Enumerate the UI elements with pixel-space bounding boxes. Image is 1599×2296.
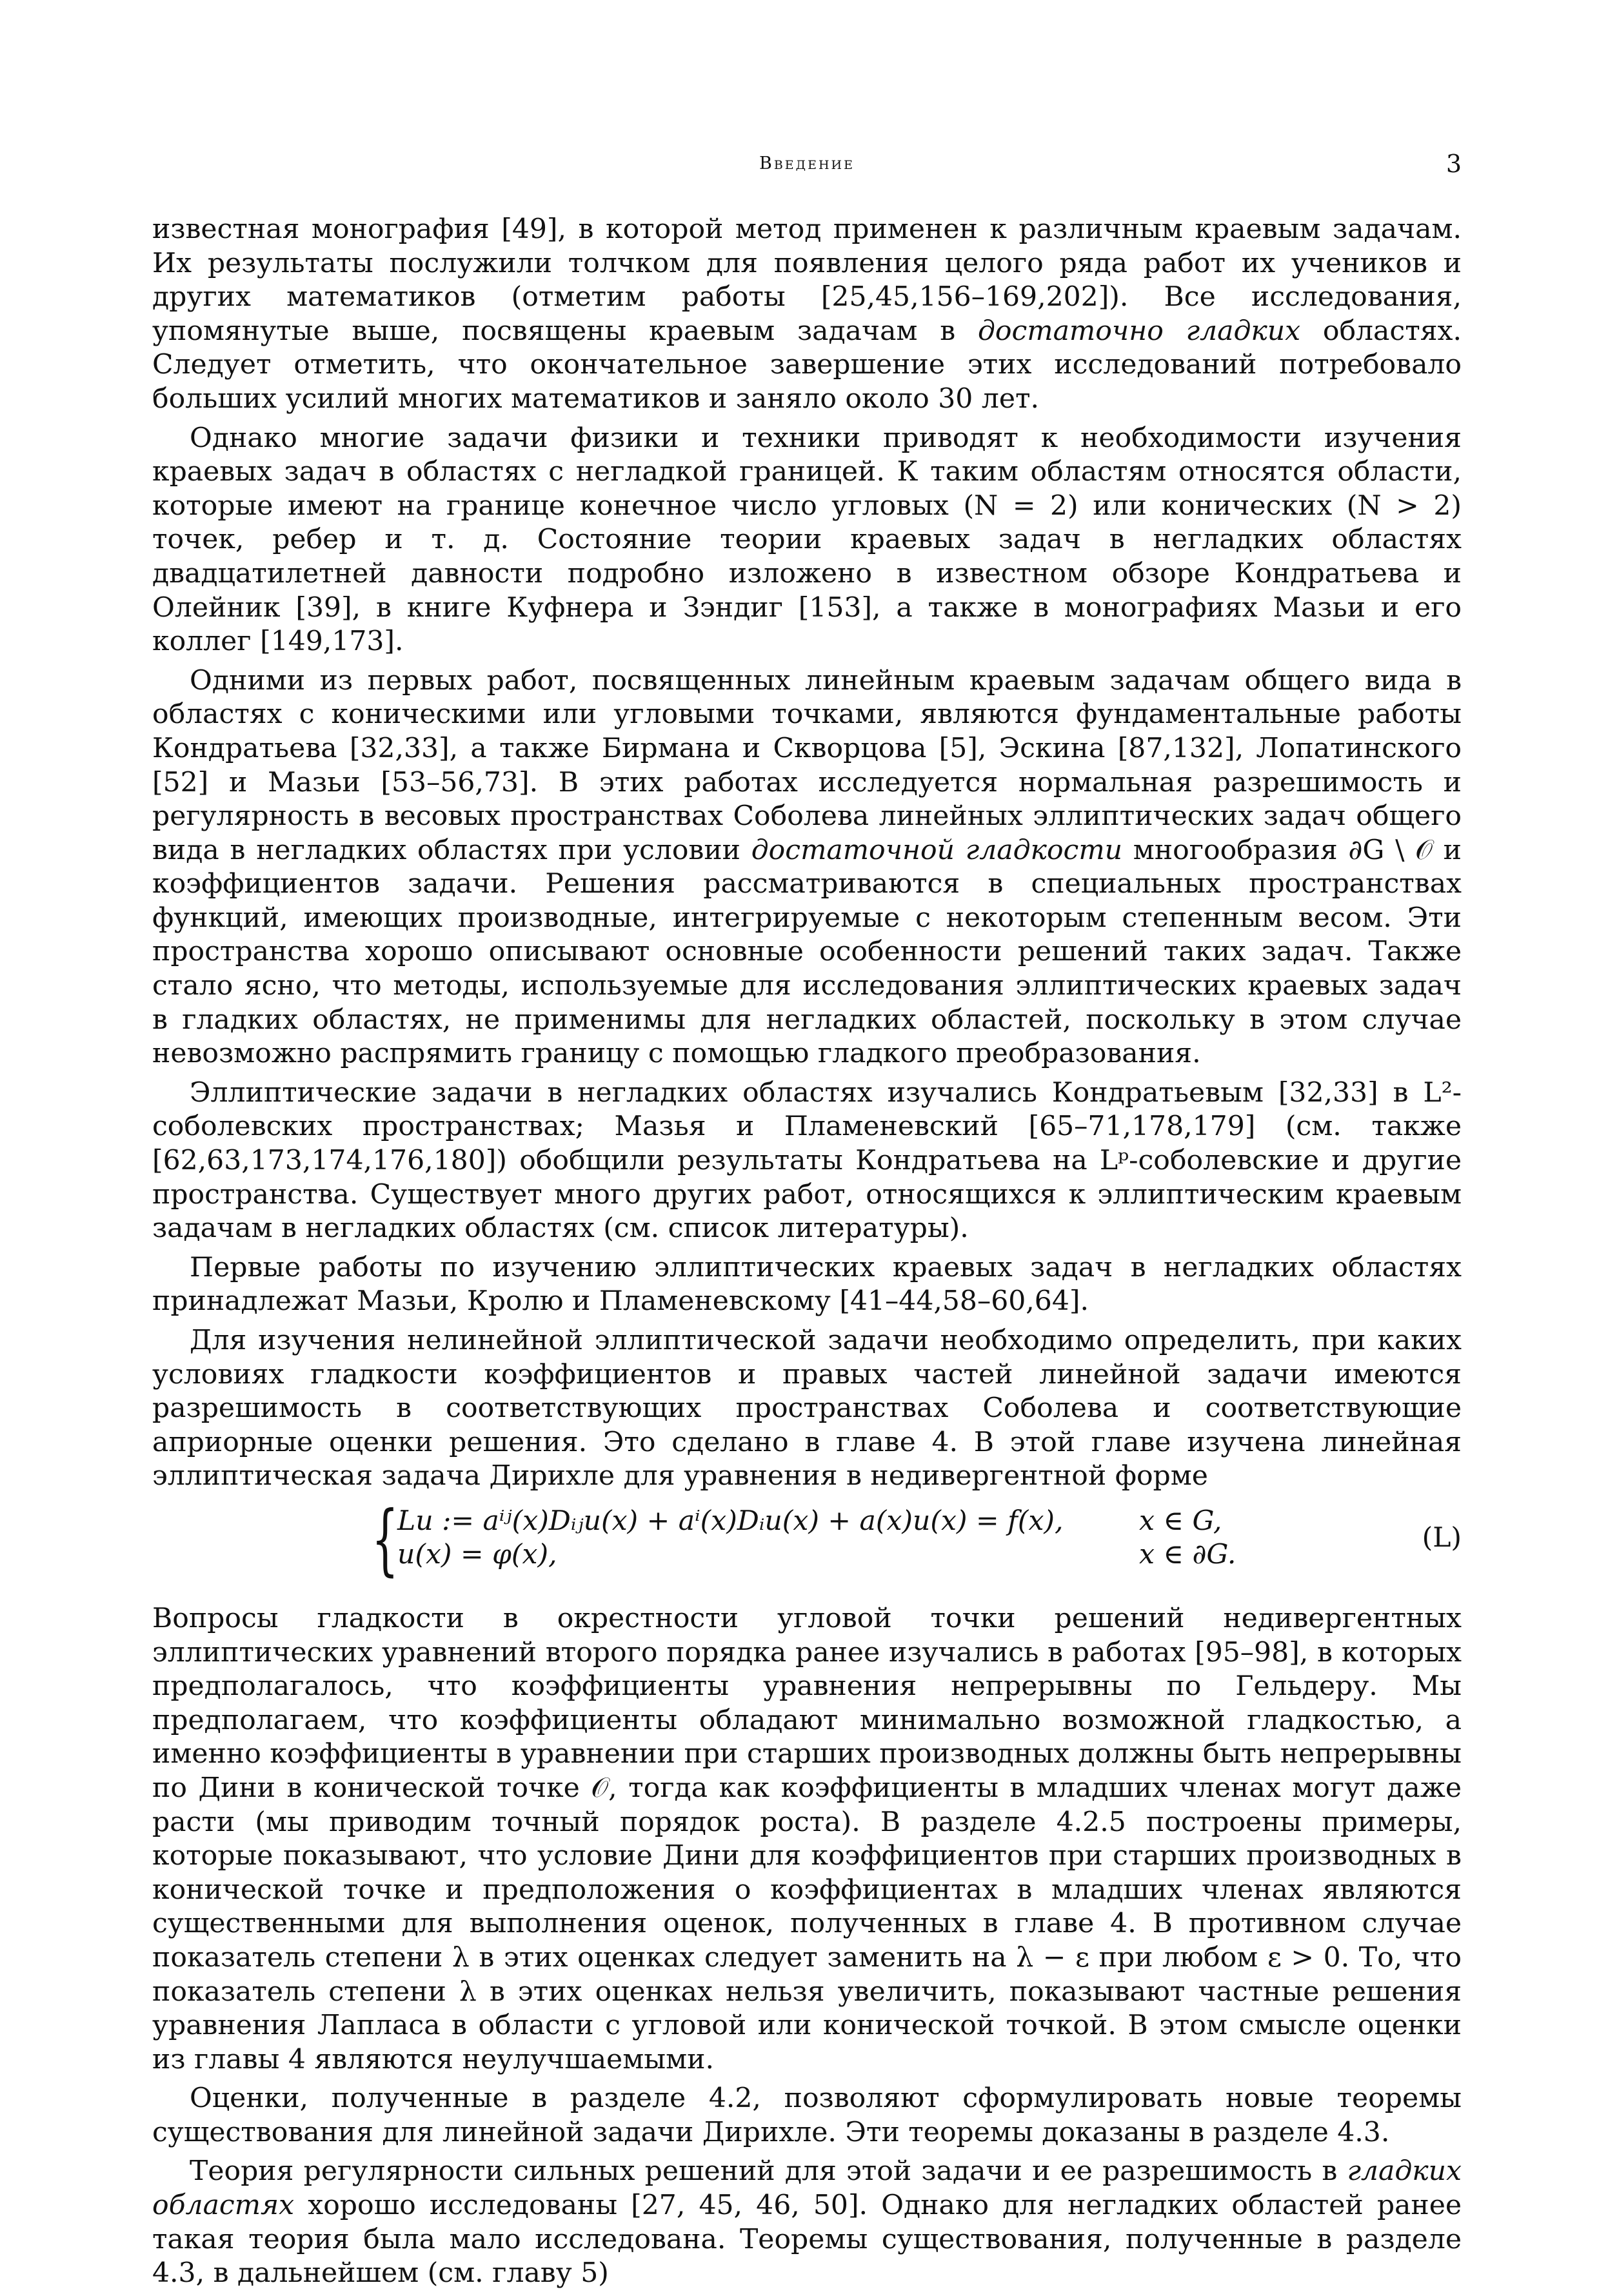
running-title: Введение xyxy=(759,153,855,173)
equation-L xyxy=(152,1494,1462,1596)
equation-tag: (L) xyxy=(1422,1521,1462,1554)
paragraph-1 xyxy=(152,213,1462,417)
paragraph-3 xyxy=(152,664,1462,1071)
paragraph-1-text: известная монография [49], в которой метод применен к различным краевым задачам. Их результаты послужили толчком для появления целого ряда работ их учеников и других математиков (отметим работы [25,45,156–169,202]). Все исследования, упомянутые выше, посвящены краевым задачам в xyxy=(152,213,1462,347)
paragraph-1-emphasis: достаточно гладких xyxy=(977,315,1301,347)
paragraph-9-emphasis: гладких областях xyxy=(152,2155,1462,2222)
equation-condition-1: x ∈ G, xyxy=(1139,1505,1222,1537)
paragraph-1-end: областях. Следует отметить, что окончательное завершение этих исследований потребовало больших усилий многих математиков и заняло около 30 лет. xyxy=(152,315,1462,415)
body-text xyxy=(152,213,1462,2296)
page-header xyxy=(152,150,1462,182)
paragraph-9 xyxy=(152,2155,1462,2290)
paragraph-2: Однако многие задачи физики и техники приводят к необходимости изучения краевых задач в областях с негладкой границей. К таким областям относятся области, которые имеют на границе конечное число угловых (N = 2) или конических (N > 2) точек, ребер и т. д. Состояние теории краевых задач в негладких областях двадцатилетней давности подробно изложено в известном обзоре Кондратьева и Олейник [39], в книге Куфнера и Зэндиг [153], а также в монографиях Мазьи и его коллег [149,173]. xyxy=(152,422,1462,658)
paragraph-6: Для изучения нелинейной эллиптической задачи необходимо определить, при каких условиях гладкости коэффициентов и правых частей линейной задачи имеются разрешимость в соответствующих пространствах Соболева и соответствующие априорные оценки решения. Это сделано в главе 4. В этой главе изучена линейная эллиптическая задача Дирихле для уравнения в недивергентной форме xyxy=(152,1325,1462,1492)
paragraph-9-text: Теория регулярности сильных решений для этой задачи и ее разрешимость в xyxy=(190,2155,1347,2188)
paragraph-3-end: многообразия ∂G \ 𝒪 и коэффициентов задачи. Решения рассматриваются в специальных пространствах функций, имеющих производные, интегрируемые с некоторым степенным весом. Эти пространства хорошо описывают основные особенности решений таких задач. Также стало ясно, что методы, используемые для исследования эллиптических краевых задач в гладких областях, не применимы для негладких областей, поскольку в этом случае невозможно распрямить границу с помощью гладкого преобразования. xyxy=(152,834,1462,1070)
paragraph-7: Вопросы гладкости в окрестности угловой точки решений недивергентных эллиптических уравнений второго порядка ранее изучались в работах [95–98], в которых предполагалось, что коэффициенты уравнения непрерывны по Гельдеру. Мы предполагаем, что коэффициенты обладают минимально возможной гладкостью, а именно коэффициенты в уравнении при старших производных должны быть непрерывны по Дини в конической точке 𝒪, тогда как коэффициенты в младших членах могут даже расти (мы приводим точный порядок роста). В разделе 4.2.5 построены примеры, которые показывают, что условие Дини для коэффициентов при старших производных в конической точке и предположения о коэффициентах в младших членах являются существенными для выполнения оценок, полученных в главе 4. В противном случае показатель степени λ в этих оценках следует заменить на λ − ε при любом ε > 0. То, что показатель степени λ в этих оценках нельзя увеличить, показывают частные решения уравнения Лапласа в области с угловой или конической точкой. В этом смысле оценки из главы 4 являются неулучшаемыми. xyxy=(152,1602,1462,2075)
paragraph-8: Оценки, полученные в разделе 4.2, позволяют сформулировать новые теоремы существования для линейной задачи Дирихле. Эти теоремы доказаны в разделе 4.3. xyxy=(152,2083,1462,2148)
equation-brace: { xyxy=(372,1494,399,1585)
paragraph-3-emphasis: достаточной гладкости xyxy=(751,834,1123,866)
equation-condition-2: x ∈ ∂G. xyxy=(1139,1538,1236,1570)
paragraph-3-text: Одними из первых работ, посвященных линейным краевым задачам общего вида в областях с коническими или угловыми точками, являются фундаментальные работы Кондратьева [32,33], а также Бирмана и Скворцова [5], Эскина [87,132], Лопатинского [52] и Мазьи [53–56,73]. В этих работах исследуется нормальная разрешимость и регулярность в весовых пространствах Соболева линейных эллиптических задач общего вида в негладких областях при условии xyxy=(152,664,1462,866)
equation-line-2: u(x) = φ(x), xyxy=(397,1538,557,1570)
paragraph-5: Первые работы по изучению эллиптических краевых задач в негладких областях принадлежат Мазьи, Кролю и Пламеневскому [41–44,58–60,64]. xyxy=(152,1251,1462,1318)
paragraph-9-end: хорошо исследованы [27, 45, 46, 50]. Однако для негладких областей ранее такая теория была мало исследована. Теоремы существования, полученные в разделе 4.3, в дальнейшем (см. главу 5) xyxy=(152,2190,1462,2290)
page-number: 3 xyxy=(1445,150,1462,178)
equation-line-1: Lu := aⁱʲ(x)Dᵢⱼu(x) + aⁱ(x)Dᵢu(x) + a(x)u(x) = f(x), xyxy=(397,1505,1064,1537)
paragraph-4: Эллиптические задачи в негладких областях изучались Кондратьевым [32,33] в L²-соболевских пространствах; Мазья и Пламеневский [65–71,178,179] (см. также [62,63,173,174,176,180]) обобщили результаты Кондратьева на Lᵖ-соболевские и другие пространства. Существует много других работ, относящихся к эллиптическим краевым задачам в негладких областях (см. список литературы). xyxy=(152,1076,1462,1245)
